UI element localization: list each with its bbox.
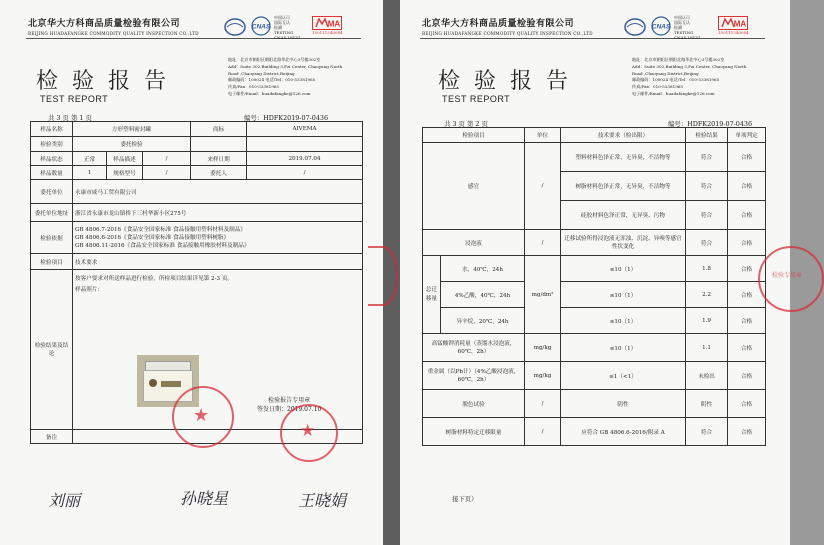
signature-preparer: 刘丽 bbox=[48, 491, 81, 510]
report-title-en: TEST REPORT bbox=[40, 94, 109, 104]
cell-label: 样品数量 bbox=[31, 166, 73, 180]
cell-value: 方形塑料密封罐 bbox=[73, 122, 191, 137]
cell-label: 样品状态 bbox=[31, 152, 73, 166]
table-row: 脱色试验 / 阴性 阴性 合格 bbox=[423, 390, 766, 418]
report-number: 编号：HDFK2019-07-0436 bbox=[668, 120, 753, 128]
table-row: 重金属（以Pb计）（4%乙酸浸泡液，60℃，2h） mg/kg ≤1（<1） 未检出 合格 bbox=[423, 362, 766, 390]
sample-photo-label: 样品照片： bbox=[75, 287, 103, 293]
stamp-star-icon: ★ bbox=[193, 405, 210, 426]
header-rule bbox=[420, 38, 765, 39]
cell-label: 检验类别 bbox=[31, 137, 73, 152]
table-header-row bbox=[423, 128, 766, 143]
cell-value: 浙江省永康市龙山镇桥下三村华新小区275号 bbox=[73, 204, 363, 222]
cell-value: AIVEMA bbox=[247, 122, 363, 137]
ilac-logo bbox=[624, 18, 646, 36]
report-title-cn: 检验报告 bbox=[438, 69, 583, 94]
table-row: 高锰酸钾消耗量（蒸馏水浸泡液，60℃，2h） mg/kg ≤10（1） 1.1 合格 bbox=[423, 334, 766, 362]
signature-reviewer: 孙晓星 bbox=[180, 489, 229, 508]
table-row: 4%乙酸，40℃，24h ≤10（1） 2.2 合格 bbox=[423, 282, 766, 308]
side-stamp-text: 检验专用章 bbox=[772, 272, 803, 279]
cma-logo-text: MA bbox=[327, 19, 341, 29]
cell-label: 样品描述 bbox=[107, 152, 143, 166]
cell-value: 2019.07.04 bbox=[247, 152, 363, 166]
cnas-logo bbox=[650, 16, 672, 36]
table-row: 感官 / 塑料材料色泽正常，无异臭，不洁物等 符合 合格 bbox=[423, 143, 766, 172]
table-row: 树脂材料特定迁移限量 / 应符合 GB 4806.6-2016/附录 A 符合 合格 bbox=[423, 418, 766, 446]
page-info: 共 3 页 第 2 页 bbox=[444, 120, 488, 128]
seal-caption: 检验报告专用章 bbox=[268, 397, 311, 404]
cell-value: 1 bbox=[73, 166, 107, 180]
cell-label: 检验依据 bbox=[31, 222, 73, 254]
cell-value: / bbox=[247, 166, 363, 180]
address-block: 地址：北京市朝阳区朝阳北路华北中心3号楼302室 Add：Suite 302,Building 3,Fzi Center, Chaoyang North Road ,Chaoyang District,Beijing 邮政编码：100024 电话/Tel：010-53381965 传真/Fax：010-53381965 电子邮件/Email：huadafangke@126.com bbox=[632, 57, 747, 96]
table-row: 总迁移量 水，40℃，24h mg/dm² ≤10（1） 1.8 合格 bbox=[423, 256, 766, 282]
table-row: 树脂材料色泽正常，无异臭，不洁物等 符合 合格 bbox=[423, 172, 766, 201]
page-info: 共 3 页 第 1 页 bbox=[48, 114, 92, 122]
issue-date: 签发日期：2019.07.10 bbox=[257, 406, 322, 413]
test-results-table bbox=[422, 127, 766, 446]
cell-value: GB 4806.7-2016《食品安全国家标准 食品接触用塑料材料及制品》 GB 4806.6-2016《食品安全国家标准 食品接触用塑料树脂》 GB 4806.11-2016《食品安全国家标准 食品接触用橡胶材料及制品》 bbox=[73, 222, 363, 254]
side-stamp bbox=[758, 246, 824, 312]
cell-value: / bbox=[143, 166, 191, 180]
accreditation-text: 中国认可 国际互认 检测 TESTING CNAS L8137 bbox=[274, 15, 301, 40]
org-name-cn: 北京华大方科商品质量检验有限公司 bbox=[28, 19, 181, 29]
cell-value: 技术要求 bbox=[73, 254, 363, 270]
report-page-2 bbox=[400, 0, 803, 545]
cell-value: / bbox=[143, 152, 191, 166]
report-title-en: TEST REPORT bbox=[442, 94, 511, 104]
stamp-star-icon: ★ bbox=[300, 421, 316, 441]
cell-value: 永康市咸马工贸有限公司 bbox=[73, 180, 363, 204]
continued-note: 接下页） bbox=[452, 495, 478, 503]
accreditation-text: 中国认可 国际互认 检测 TESTING CNAS L8137 bbox=[674, 15, 701, 40]
column-header: 单位 bbox=[525, 128, 561, 143]
cell-label: 委托单位 bbox=[31, 180, 73, 204]
cell-label: 备注 bbox=[31, 430, 73, 444]
page1-edge-stamp bbox=[368, 246, 398, 306]
cell-label: 来样日期 bbox=[191, 152, 247, 166]
report-page-1 bbox=[0, 0, 383, 545]
cell-value: 委托检验 bbox=[73, 137, 191, 152]
column-header: 检验结果 bbox=[686, 128, 728, 143]
cell-label: 规格型号 bbox=[107, 166, 143, 180]
signature-approver: 王晓娟 bbox=[298, 491, 347, 510]
cell-label: 检验结果及结论 bbox=[31, 270, 73, 430]
report-title-cn: 检验报告 bbox=[36, 69, 181, 94]
org-name-cn: 北京华大方科商品质量检验有限公司 bbox=[422, 19, 575, 29]
cma-logo: MA 150111340084 bbox=[718, 16, 749, 35]
table-row: 异辛烷，20℃，24h ≤10（1） 1.9 合格 bbox=[423, 308, 766, 334]
cell-label: 商标 bbox=[191, 122, 247, 137]
org-name-en: BEIJING HUADAFANGKE COMMODITY QUALITY INSPECTION CO.,LTD bbox=[28, 32, 199, 37]
report-number: 编号：HDFK2019-07-0436 bbox=[244, 114, 329, 122]
table-row: 硅胶材料色泽正常，无异臭、污物 符合 合格 bbox=[423, 201, 766, 230]
column-header: 技术要求（检出限） bbox=[561, 128, 686, 143]
cell-label: 样品名称 bbox=[31, 122, 73, 137]
cnas-logo bbox=[250, 16, 272, 36]
cell-label: 检验项目 bbox=[31, 254, 73, 270]
column-header: 检验项目 bbox=[423, 128, 525, 143]
column-header: 单项判定 bbox=[728, 128, 766, 143]
cma-logo-text: MA bbox=[733, 19, 747, 29]
cell-label: 委托单位地址 bbox=[31, 204, 73, 222]
address-block: 地址：北京市朝阳区朝阳北路华北中心3号楼302室 Add：Suite 302,Building 3,Fzi Center, Chaoyang North Road ,Chaoyang District,Beijing 邮政编码：100024 电话/Tel：010-53381965 传真/Fax：010-53381965 电子邮件/Email：huadafangke@126.com bbox=[228, 57, 343, 96]
ilac-logo bbox=[224, 18, 246, 36]
cell-value: 正常 bbox=[73, 152, 107, 166]
cell-label: 委托人 bbox=[191, 166, 247, 180]
table-row: 浸泡液 / 迁移试验所得浸泡液无浑浊、沉淀、异嗅等感官性状变化 符合 合格 bbox=[423, 230, 766, 256]
cnas-logo-text: CNAS bbox=[251, 23, 271, 31]
conclusion-text: 按客户要求对所送样品进行检验，所检项目结果详见第 2-3 页。 bbox=[75, 276, 234, 282]
cnas-logo-text: CNAS bbox=[651, 23, 671, 31]
header-rule bbox=[26, 38, 361, 39]
cma-logo: MA 150111340084 bbox=[312, 16, 343, 35]
org-name-en: BEIJING HUADAFANGKE COMMODITY QUALITY INSPECTION CO.,LTD bbox=[422, 32, 593, 37]
